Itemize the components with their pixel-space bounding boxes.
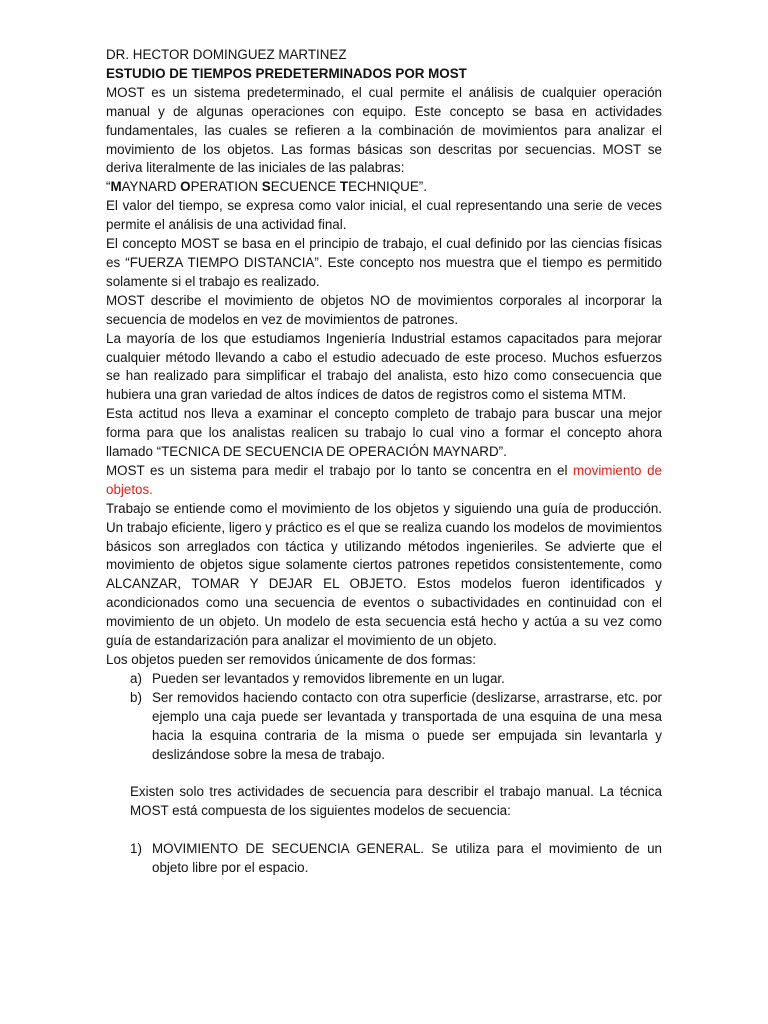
acronym-letter-t: T xyxy=(339,179,349,195)
acronym-open-quote: “ xyxy=(106,179,111,195)
list-item xyxy=(106,840,662,878)
paragraph-intro: MOST es un sistema predeterminado, el cual permite el análisis de cualquier operación manual y de algunas operaciones con equipo. Este concepto se basa en actividades fundamentales, las cuales se refieren a la combinación de movimientos para analizar el movimiento de los objetos. Las formas básicas son descritas por secuencias. MOST se deriva literalmente de las iniciales de las palabras: xyxy=(106,84,662,176)
paragraph-two-forms: Los objetos pueden ser removidos únicamente de dos formas: xyxy=(106,652,476,667)
document-title: ESTUDIO DE TIEMPOS PREDETERMINADOS POR MOST xyxy=(106,65,467,81)
paragraph-object-movement: MOST describe el movimiento de objetos NO de movimientos corporales al incorporar la secuencia de modelos en vez de movimientos de patrones. xyxy=(106,292,662,327)
spacer xyxy=(106,821,662,840)
paragraph-time-value: El valor del tiempo, se expresa como valor inicial, el cual representando una serie de veces permite el análisis de una actividad final. xyxy=(106,198,662,233)
paragraph-work-concept: Esta actitud nos lleva a examinar el concepto completo de trabajo para buscar una mejor forma para que los analistas realicen su trabajo lo cual vino a formar el concepto ahora llamado “TECNICA DE SECUENCIA DE OPERACIÓN MAYNARD”. xyxy=(106,406,662,460)
list-removal-forms xyxy=(106,670,662,765)
spacer xyxy=(106,764,662,783)
author-line: DR. HECTOR DOMINGUEZ MARTINEZ xyxy=(106,47,347,62)
list-item xyxy=(106,689,662,765)
acronym-close-quote: ”. xyxy=(418,179,427,195)
measure-work-text: MOST es un sistema para medir el trabajo por lo tanto se concentra en el xyxy=(106,462,574,478)
list-item-text: MOVIMIENTO DE SECUENCIA GENERAL. Se utiliza para el movimiento de un objeto libre por el espacio. xyxy=(152,841,662,875)
acronym-letter-s: S xyxy=(261,179,271,195)
paragraph-industrial-engineering: La mayoría de los que estudiamos Ingeniería Industrial estamos capacitados para mejorar cualquier método llevando a cabo el estudio adecuado de este proceso. Muchos esfuerzos se han realizado para simplificar el trabajo del analista, esto hizo como consecuencia que hubiera una gran variedad de altos índices de datos de registros como el sistema MTM. xyxy=(106,330,662,403)
acronym-letter-o: O xyxy=(180,179,191,195)
list-item-text: Ser removidos haciendo contacto con otra superficie (deslizarse, arrastrarse, etc. por ejemplo una caja puede ser levantada y transportada de una esquina de una mesa hacia la esquina contraria de la misma o puede ser empujada sin levantarla y deslizándose sobre la mesa de trabajo. xyxy=(152,689,662,762)
list-item-text: Pueden ser levantados y removidos libremente en un lugar. xyxy=(152,670,505,686)
list-item xyxy=(106,670,662,689)
paragraph-three-activities: Existen solo tres actividades de secuencia para describir el trabajo manual. La técnica MOST está compuesta de los siguientes modelos de secuencia: xyxy=(130,784,662,819)
list-sequence-models xyxy=(106,840,662,878)
paragraph-work-definition: Trabajo se entiende como el movimiento de los objetos y siguiendo una guía de producción. Un trabajo eficiente, ligero y práctico es el que se realiza cuando los modelos de movimientos básicos son arreglados con táctica y utilizando métodos ingenieriles. Se advierte que el movimiento de objetos sigue solamente ciertos patrones repetidos consistentemente, como ALCANZAR, TOMAR Y DEJAR EL OBJETO. Estos modelos fueron identificados y acondicionados como una secuencia de eventos o subactividades en continuidad con el movimiento de un objeto. Un modelo de esta secuencia está hecho y actúa a su vez como guía de estandarización para analizar el movimiento de un objeto. xyxy=(106,500,663,649)
acronym-letter-m: M xyxy=(110,179,122,195)
paragraph-measure-work xyxy=(106,462,662,500)
list-marker: b) xyxy=(130,689,142,705)
acronym-word-operation: PERATION xyxy=(190,179,262,195)
list-marker: 1) xyxy=(130,841,142,857)
acronym-word-secuence: ECUENCE xyxy=(270,179,340,195)
acronym-line xyxy=(106,178,662,197)
highlight-movimiento-de-objetos: movimiento de objetos. xyxy=(106,462,662,497)
paragraph-work-principle: El concepto MOST se basa en el principio de trabajo, el cual definido por las ciencias físicas es “FUERZA TIEMPO DISTANCIA”. Este concepto nos muestra que el tiempo es permitido solamente si el trabajo es realizado. xyxy=(106,236,662,289)
acronym-word-maynard: AYNARD xyxy=(121,179,181,195)
acronym-word-technique: ECHNIQUE xyxy=(348,179,419,195)
list-marker: a) xyxy=(130,670,142,686)
